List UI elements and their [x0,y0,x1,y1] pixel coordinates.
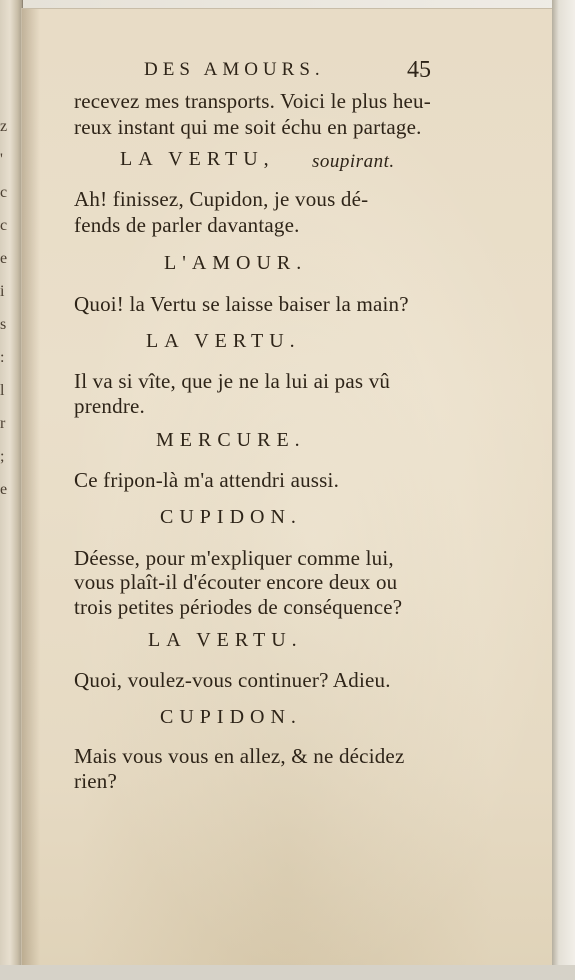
stage-direction: soupirant. [312,151,395,172]
text-line: Ce fripon-là m'a attendri aussi. [74,468,340,492]
text-line: Il va si vîte, que je ne la lui ai pas vû [74,369,391,393]
text-line: recevez mes transports. Voici le plus heu- [74,89,431,113]
speaker-name: CUPIDON. [160,706,302,728]
text-line: Déesse, pour m'expliquer comme lui, [74,546,394,570]
running-head: DES AMOURS. [144,59,325,80]
left-page-fragment: z ' c c e i s : l r ; e [0,118,8,498]
text-line: reux instant qui me soit échu en partage. [74,115,422,139]
text-line: fends de parler davantage. [74,213,300,237]
left-page-edge [0,0,23,980]
scan-background-right [552,0,575,980]
speaker-name: LA VERTU. [148,629,303,651]
speaker-name: LA VERTU, [120,148,275,170]
text-line: Quoi, voulez-vous continuer? Adieu. [74,668,391,692]
text-line: Ah! finissez, Cupidon, je vous dé- [74,187,369,211]
speaker-name: MERCURE. [156,429,306,451]
speaker-name: CUPIDON. [160,506,302,528]
text-line: trois petites périodes de conséquence? [74,595,403,619]
text-line: vous plaît-il d'écouter encore deux ou [74,570,398,594]
text-line: prendre. [74,394,145,418]
scan-background-bottom [0,965,575,980]
book-page [22,9,552,965]
text-line: Mais vous vous en allez, & ne décidez [74,744,405,768]
text-line: Quoi! la Vertu se laisse baiser la main? [74,292,409,316]
speaker-name: L'AMOUR. [164,252,308,274]
text-line: rien? [74,769,117,793]
page-number: 45 [407,57,431,83]
speaker-name: LA VERTU. [146,330,301,352]
